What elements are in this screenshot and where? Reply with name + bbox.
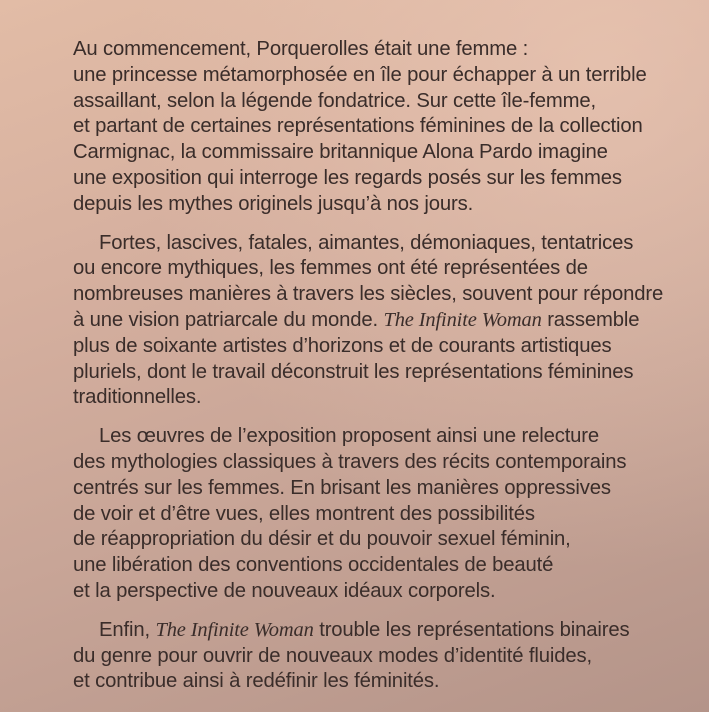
text-line: et contribue ainsi à redéfinir les féminités. xyxy=(73,670,440,693)
text-line xyxy=(73,618,673,644)
exhibition-text xyxy=(73,37,673,708)
text-line: depuis les mythes originels jusqu’à nos jours. xyxy=(73,192,474,215)
text-segment: à une vision patriarcale du monde. xyxy=(73,308,384,331)
paragraph-1 xyxy=(73,37,673,218)
paragraph-3 xyxy=(73,424,673,605)
text-line: ou encore mythiques, les femmes ont été représentées de xyxy=(73,257,588,280)
text-line: du genre pour ouvrir de nouveaux modes d’identité fluides, xyxy=(73,644,592,667)
text-line: traditionnelles. xyxy=(73,386,202,409)
text-line: centrés sur les femmes. En brisant les manières oppressives xyxy=(73,476,611,499)
text-line: de réappropriation du désir et du pouvoir sexuel féminin, xyxy=(73,528,571,551)
paragraph-2 xyxy=(73,231,673,412)
text-line: nombreuses manières à travers les siècles, souvent pour répondre xyxy=(73,283,664,306)
text-line: une princesse métamorphosée en île pour échapper à un terrible xyxy=(73,63,647,86)
text-line: de voir et d’être vues, elles montrent des possibilités xyxy=(73,502,535,525)
text-line: une libération des conventions occidentales de beauté xyxy=(73,554,554,577)
text-line: et la perspective de nouveaux idéaux corporels. xyxy=(73,579,496,602)
text-line: assaillant, selon la légende fondatrice. Sur cette île-femme, xyxy=(73,89,596,112)
text-segment: rassemble xyxy=(541,308,640,331)
text-line: plus de soixante artistes d’horizons et de courants artistiques xyxy=(73,334,612,357)
text-line: Carmignac, la commissaire britannique Alona Pardo imagine xyxy=(73,141,608,164)
text-line: des mythologies classiques à travers des récits contemporains xyxy=(73,450,627,473)
text-line: Les œuvres de l’exposition proposent ainsi une relecture xyxy=(99,425,600,448)
text-line: une exposition qui interroge les regards posés sur les femmes xyxy=(73,166,622,189)
text-line: et partant de certaines représentations féminines de la collection xyxy=(73,115,643,138)
text-segment: trouble les représentations binaires xyxy=(313,618,630,641)
text-line xyxy=(73,308,673,334)
text-segment: Enfin, xyxy=(99,618,156,641)
text-line: pluriels, dont le travail déconstruit les représentations féminines xyxy=(73,360,634,383)
paragraph-4 xyxy=(73,618,673,695)
text-line: Fortes, lascives, fatales, aimantes, démoniaques, tentatrices xyxy=(99,231,634,254)
exhibition-title: The Infinite Woman xyxy=(383,308,542,331)
text-line: Au commencement, Porquerolles était une femme : xyxy=(73,38,529,60)
exhibition-title: The Infinite Woman xyxy=(155,618,314,641)
